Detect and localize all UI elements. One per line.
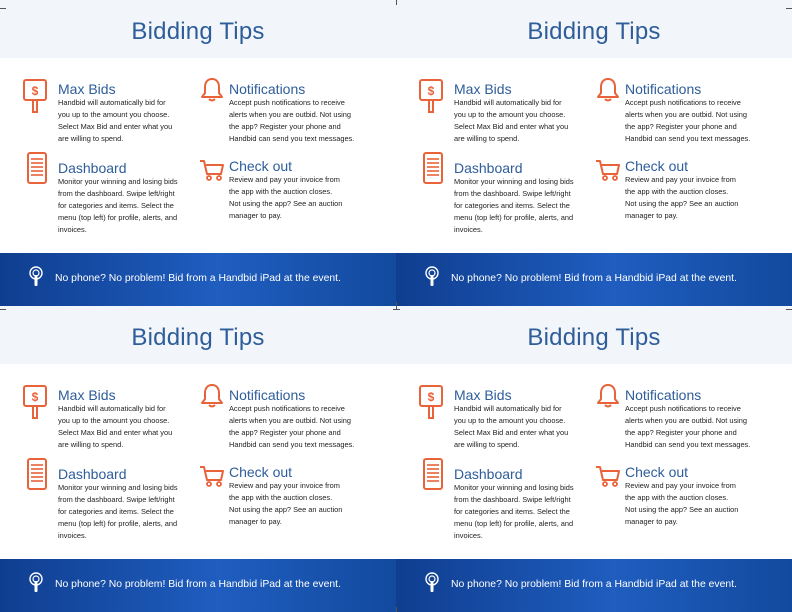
- tip-description: [229, 174, 342, 222]
- crop-mark: [786, 8, 792, 9]
- tip-description-line: from the dashboard. Swipe left/right: [454, 189, 571, 198]
- tip-description: [625, 403, 750, 451]
- banner-text: No phone? No problem! Bid from a Handbid iPad at the event.: [451, 579, 737, 590]
- tip-description-line: Handbid will automatically bid for: [454, 404, 562, 413]
- shopping-cart-icon: [595, 158, 621, 182]
- tip-description-line: are willing to spend.: [58, 134, 124, 143]
- tip-description-line: Monitor your winning and losing bids: [58, 483, 178, 492]
- tip-description-line: Accept push notifications to receive: [229, 98, 345, 107]
- tip-description-line: Handbid will automatically bid for: [58, 404, 166, 413]
- ipad-banner: [0, 559, 396, 612]
- tip-description: [58, 176, 178, 236]
- bidding-tips-card: [396, 306, 792, 612]
- tip-description-line: from the dashboard. Swipe left/right: [58, 495, 175, 504]
- shopping-cart-icon: [595, 464, 621, 488]
- crop-mark: [396, 0, 397, 5]
- tip-description-line: the app? Register your phone and: [625, 428, 737, 437]
- svg-text:$: $: [427, 390, 435, 404]
- tip-description-line: for categories and items. Select the: [58, 507, 174, 516]
- card-title: Bidding Tips: [527, 18, 661, 45]
- auction-paddle-icon: [418, 78, 444, 114]
- bidding-tips-card: [0, 0, 396, 306]
- tip-description-line: manager to pay.: [625, 517, 678, 526]
- tip-description-line: are willing to spend.: [58, 440, 124, 449]
- tip-description-line: the app? Register your phone and: [625, 122, 737, 131]
- tip-description-line: Not using the app? See an auction: [625, 199, 739, 208]
- tip-description-line: Handbid will automatically bid for: [58, 98, 166, 107]
- tip-description-line: Handbid can send you text messages.: [625, 440, 751, 449]
- tip-heading: Dashboard: [454, 466, 523, 482]
- tip-description-line: alerts when you are outbid. Not using: [625, 416, 748, 425]
- tip-heading: Check out: [625, 464, 689, 480]
- tip-description-line: Select Max Bid and enter what you: [58, 428, 173, 437]
- phone-list-icon: [422, 457, 444, 491]
- phone-list-icon: [422, 151, 444, 185]
- tip-description-line: Review and pay your invoice from: [229, 481, 340, 490]
- tip-description: [454, 176, 574, 236]
- tip-description-line: Review and pay your invoice from: [229, 175, 340, 184]
- banner-text: No phone? No problem! Bid from a Handbid iPad at the event.: [451, 273, 737, 284]
- card-title: Bidding Tips: [131, 324, 265, 351]
- tip-description-line: Monitor your winning and losing bids: [454, 483, 574, 492]
- tip-description-line: invoices.: [454, 531, 483, 540]
- tip-heading: Check out: [625, 158, 689, 174]
- tip-heading: Dashboard: [58, 160, 127, 176]
- tip-description-line: alerts when you are outbid. Not using: [625, 110, 748, 119]
- tip-description-line: you up to the amount you choose.: [58, 110, 170, 119]
- tip-description: [454, 97, 568, 145]
- tip-description-line: from the dashboard. Swipe left/right: [454, 495, 571, 504]
- phone-list-icon: [26, 457, 48, 491]
- tip-description: [454, 482, 574, 542]
- tip-description-line: the app with the auction closes.: [625, 187, 729, 196]
- tip-description-line: Accept push notifications to receive: [625, 404, 741, 413]
- tip-description-line: you up to the amount you choose.: [454, 110, 566, 119]
- tip-description: [58, 403, 172, 451]
- tip-description-line: invoices.: [454, 225, 483, 234]
- tip-description-line: from the dashboard. Swipe left/right: [58, 189, 175, 198]
- tip-description-line: invoices.: [58, 225, 87, 234]
- tip-description-line: the app? Register your phone and: [229, 428, 341, 437]
- crop-mark: [0, 8, 6, 9]
- tip-description-line: menu (top left) for profile, alerts, and: [454, 213, 574, 222]
- tip-description-line: Accept push notifications to receive: [625, 98, 741, 107]
- shopping-cart-icon: [199, 158, 225, 182]
- tip-description-line: are willing to spend.: [454, 134, 520, 143]
- tip-description-line: manager to pay.: [229, 517, 282, 526]
- crop-mark: [396, 607, 397, 612]
- handbid-logo-icon: [28, 266, 44, 293]
- ipad-banner: [396, 253, 792, 306]
- tip-description-line: Review and pay your invoice from: [625, 175, 736, 184]
- tip-heading: Max Bids: [454, 81, 512, 97]
- tip-heading: Max Bids: [454, 387, 512, 403]
- tip-description-line: Not using the app? See an auction: [625, 505, 739, 514]
- tip-heading: Dashboard: [454, 160, 523, 176]
- crop-mark: [396, 302, 397, 310]
- tip-description-line: are willing to spend.: [454, 440, 520, 449]
- tip-description-line: the app? Register your phone and: [229, 122, 341, 131]
- bell-icon: [596, 383, 620, 409]
- tip-description: [454, 403, 568, 451]
- tip-description-line: for categories and items. Select the: [58, 201, 174, 210]
- bell-icon: [200, 77, 224, 103]
- tip-description-line: Handbid can send you text messages.: [625, 134, 751, 143]
- tip-description: [625, 480, 738, 528]
- tip-description-line: menu (top left) for profile, alerts, and: [58, 213, 178, 222]
- tip-description-line: the app with the auction closes.: [229, 187, 333, 196]
- tip-description-line: Monitor your winning and losing bids: [454, 177, 574, 186]
- tip-description: [229, 403, 354, 451]
- bell-icon: [200, 383, 224, 409]
- shopping-cart-icon: [199, 464, 225, 488]
- card-title: Bidding Tips: [131, 18, 265, 45]
- tip-description: [625, 97, 750, 145]
- tip-description-line: Handbid will automatically bid for: [454, 98, 562, 107]
- tip-description-line: Accept push notifications to receive: [229, 404, 345, 413]
- tip-heading: Check out: [229, 158, 293, 174]
- svg-text:$: $: [31, 84, 39, 98]
- tip-heading: Notifications: [625, 81, 702, 97]
- tip-description: [625, 174, 738, 222]
- banner-text: No phone? No problem! Bid from a Handbid iPad at the event.: [55, 579, 341, 590]
- tip-heading: Check out: [229, 464, 293, 480]
- handbid-logo-icon: [424, 266, 440, 293]
- tip-description-line: you up to the amount you choose.: [454, 416, 566, 425]
- tip-description-line: Select Max Bid and enter what you: [454, 122, 569, 131]
- handbid-logo-icon: [28, 572, 44, 599]
- tip-description: [229, 480, 342, 528]
- tip-description-line: menu (top left) for profile, alerts, and: [58, 519, 178, 528]
- handbid-logo-icon: [424, 572, 440, 599]
- tip-description: [58, 482, 178, 542]
- tip-description: [229, 97, 354, 145]
- tip-description-line: Review and pay your invoice from: [625, 481, 736, 490]
- tip-heading: Dashboard: [58, 466, 127, 482]
- tip-description-line: manager to pay.: [625, 211, 678, 220]
- tip-heading: Notifications: [229, 81, 306, 97]
- tip-description-line: for categories and items. Select the: [454, 201, 570, 210]
- card-title: Bidding Tips: [527, 324, 661, 351]
- bidding-tips-card: [396, 0, 792, 306]
- bell-icon: [596, 77, 620, 103]
- tip-description-line: alerts when you are outbid. Not using: [229, 416, 352, 425]
- svg-text:$: $: [31, 390, 39, 404]
- tip-heading: Max Bids: [58, 387, 116, 403]
- tip-description-line: Handbid can send you text messages.: [229, 134, 355, 143]
- tip-description-line: for categories and items. Select the: [454, 507, 570, 516]
- tip-description-line: Not using the app? See an auction: [229, 505, 343, 514]
- tip-description-line: invoices.: [58, 531, 87, 540]
- auction-paddle-icon: [22, 384, 48, 420]
- tip-description-line: manager to pay.: [229, 211, 282, 220]
- tip-description-line: you up to the amount you choose.: [58, 416, 170, 425]
- auction-paddle-icon: [22, 78, 48, 114]
- tip-heading: Max Bids: [58, 81, 116, 97]
- phone-list-icon: [26, 151, 48, 185]
- tip-description-line: the app with the auction closes.: [625, 493, 729, 502]
- tip-description-line: Select Max Bid and enter what you: [58, 122, 173, 131]
- tip-heading: Notifications: [625, 387, 702, 403]
- crop-mark: [0, 309, 6, 310]
- tip-description-line: Monitor your winning and losing bids: [58, 177, 178, 186]
- svg-text:$: $: [427, 84, 435, 98]
- crop-mark: [786, 309, 792, 310]
- banner-text: No phone? No problem! Bid from a Handbid iPad at the event.: [55, 273, 341, 284]
- tip-description-line: alerts when you are outbid. Not using: [229, 110, 352, 119]
- tip-description-line: the app with the auction closes.: [229, 493, 333, 502]
- tip-description: [58, 97, 172, 145]
- tip-description-line: Not using the app? See an auction: [229, 199, 343, 208]
- tip-description-line: Handbid can send you text messages.: [229, 440, 355, 449]
- tip-description-line: menu (top left) for profile, alerts, and: [454, 519, 574, 528]
- bidding-tips-card: [0, 306, 396, 612]
- ipad-banner: [396, 559, 792, 612]
- auction-paddle-icon: [418, 384, 444, 420]
- tip-heading: Notifications: [229, 387, 306, 403]
- ipad-banner: [0, 253, 396, 306]
- tip-description-line: Select Max Bid and enter what you: [454, 428, 569, 437]
